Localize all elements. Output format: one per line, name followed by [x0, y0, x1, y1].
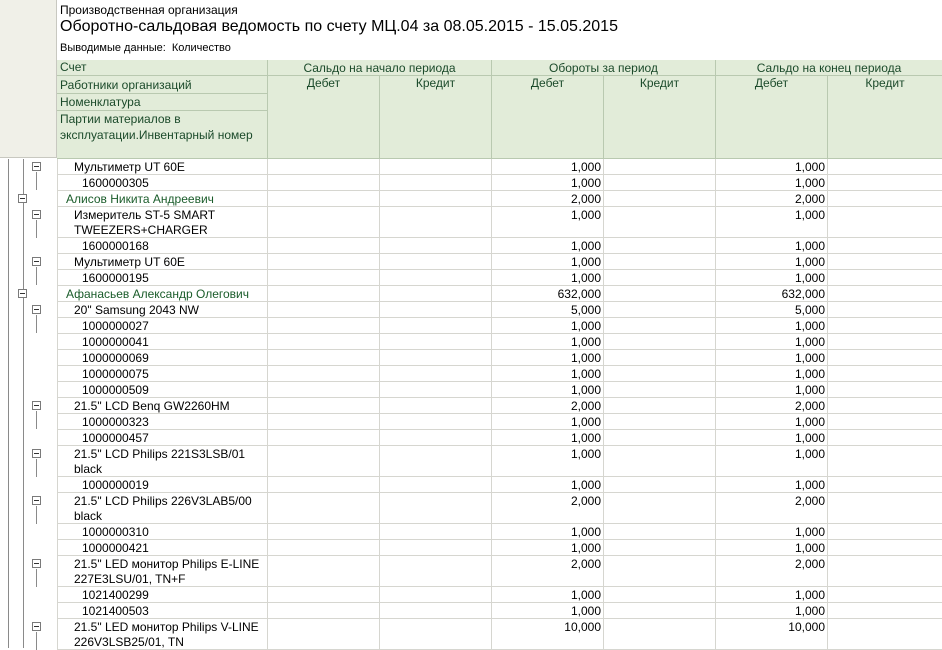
empty-cell	[827, 254, 942, 270]
empty-cell	[827, 238, 942, 254]
closing-debit-value: 1,000	[715, 430, 827, 446]
empty-cell	[379, 175, 491, 191]
collapse-toggle-icon[interactable]	[32, 622, 41, 631]
closing-debit-value: 1,000	[715, 159, 827, 175]
closing-debit-value: 1,000	[715, 603, 827, 619]
nomenclature-row[interactable]	[57, 159, 942, 175]
empty-cell	[603, 619, 715, 650]
row-name: Мультиметр UT 60E	[57, 159, 267, 175]
row-name: 21.5" LCD Benq GW2260HM	[57, 398, 267, 414]
empty-cell	[603, 366, 715, 382]
closing-debit-value: 1,000	[715, 366, 827, 382]
closing-debit-value: 1,000	[715, 207, 827, 238]
turnover-debit-value: 2,000	[491, 398, 603, 414]
empty-cell	[379, 238, 491, 254]
empty-cell	[827, 619, 942, 650]
row-name: 1000000323	[57, 414, 267, 430]
header-employees: Работники организаций	[57, 76, 267, 94]
empty-cell	[267, 366, 379, 382]
turnover-debit-value: 1,000	[491, 318, 603, 334]
closing-debit-value: 1,000	[715, 587, 827, 603]
turnover-debit-value: 1,000	[491, 446, 603, 477]
empty-cell	[267, 286, 379, 302]
row-name: 21.5" LCD Philips 226V3LAB5/00 black	[57, 493, 267, 524]
closing-debit-value: 1,000	[715, 334, 827, 350]
collapse-toggle-icon[interactable]	[32, 496, 41, 505]
closing-debit-value: 2,000	[715, 493, 827, 524]
closing-debit-value: 1,000	[715, 414, 827, 430]
inventory-row[interactable]	[57, 414, 942, 430]
empty-cell	[379, 366, 491, 382]
tree-line-child	[36, 411, 37, 429]
header-turnover-debit: Дебет	[491, 76, 603, 159]
empty-cell	[603, 286, 715, 302]
empty-cell	[827, 286, 942, 302]
empty-cell	[827, 159, 942, 175]
closing-debit-value: 1,000	[715, 524, 827, 540]
turnover-debit-value: 1,000	[491, 587, 603, 603]
empty-cell	[827, 270, 942, 286]
collapse-toggle-icon[interactable]	[18, 194, 27, 203]
nomenclature-row[interactable]	[57, 302, 942, 318]
header-batches: Партии материалов в эксплуатации.Инвентарный номер	[57, 111, 267, 159]
empty-cell	[379, 524, 491, 540]
row-name: 1600000195	[57, 270, 267, 286]
empty-cell	[267, 270, 379, 286]
empty-cell	[379, 207, 491, 238]
empty-cell	[267, 430, 379, 446]
nomenclature-row[interactable]	[57, 446, 942, 477]
empty-cell	[267, 334, 379, 350]
empty-cell	[379, 540, 491, 556]
row-name: Измеритель ST-5 SMART TWEEZERS+CHARGER	[57, 207, 267, 238]
empty-cell	[603, 603, 715, 619]
collapse-toggle-icon[interactable]	[32, 559, 41, 568]
row-name: Афанасьев Александр Олегович	[57, 286, 267, 302]
empty-cell	[827, 302, 942, 318]
empty-cell	[379, 556, 491, 587]
closing-debit-value: 1,000	[715, 477, 827, 493]
closing-debit-value: 1,000	[715, 254, 827, 270]
row-name: 1000000069	[57, 350, 267, 366]
empty-cell	[379, 254, 491, 270]
row-name: 1000000041	[57, 334, 267, 350]
employee-row[interactable]	[57, 286, 942, 302]
empty-cell	[827, 524, 942, 540]
header-closing-balance: Сальдо на конец периода	[715, 60, 942, 76]
row-name: 1000000421	[57, 540, 267, 556]
row-name: 1000000019	[57, 477, 267, 493]
empty-cell	[827, 175, 942, 191]
empty-cell	[603, 159, 715, 175]
empty-cell	[379, 191, 491, 207]
closing-debit-value: 2,000	[715, 398, 827, 414]
collapse-toggle-icon[interactable]	[32, 401, 41, 410]
inventory-row[interactable]	[57, 430, 942, 446]
organization-name: Производственная организация	[60, 3, 238, 17]
collapse-toggle-icon[interactable]	[32, 162, 41, 171]
row-name: 1000000027	[57, 318, 267, 334]
empty-cell	[827, 366, 942, 382]
output-data-line	[60, 42, 237, 54]
row-name: 20" Samsung 2043 NW	[57, 302, 267, 318]
empty-cell	[603, 430, 715, 446]
tree-line-child	[36, 632, 37, 650]
closing-debit-value: 1,000	[715, 350, 827, 366]
closing-debit-value: 1,000	[715, 318, 827, 334]
empty-cell	[267, 446, 379, 477]
empty-cell	[603, 524, 715, 540]
empty-cell	[267, 159, 379, 175]
gutter-header	[0, 0, 57, 158]
inventory-row[interactable]	[57, 382, 942, 398]
empty-cell	[603, 382, 715, 398]
tree-line-child	[36, 315, 37, 333]
empty-cell	[267, 238, 379, 254]
empty-cell	[827, 540, 942, 556]
empty-cell	[379, 619, 491, 650]
empty-cell	[379, 159, 491, 175]
turnover-debit-value: 632,000	[491, 286, 603, 302]
empty-cell	[603, 398, 715, 414]
turnover-debit-value: 10,000	[491, 619, 603, 650]
collapse-toggle-icon[interactable]	[32, 305, 41, 314]
empty-cell	[267, 493, 379, 524]
empty-cell	[603, 414, 715, 430]
empty-cell	[827, 350, 942, 366]
closing-debit-value: 1,000	[715, 270, 827, 286]
empty-cell	[267, 350, 379, 366]
inventory-row[interactable]	[57, 334, 942, 350]
turnover-debit-value: 1,000	[491, 477, 603, 493]
closing-debit-value: 5,000	[715, 302, 827, 318]
empty-cell	[267, 318, 379, 334]
empty-cell	[603, 238, 715, 254]
inventory-row[interactable]	[57, 366, 942, 382]
row-name: 1600000168	[57, 238, 267, 254]
closing-debit-value: 1,000	[715, 238, 827, 254]
collapse-toggle-icon[interactable]	[32, 210, 41, 219]
inventory-row[interactable]	[57, 350, 942, 366]
tree-line-child	[36, 506, 37, 524]
closing-debit-value: 1,000	[715, 446, 827, 477]
tree-line-child	[36, 569, 37, 587]
empty-cell	[603, 254, 715, 270]
empty-cell	[379, 270, 491, 286]
turnover-debit-value: 1,000	[491, 207, 603, 238]
empty-cell	[379, 398, 491, 414]
empty-cell	[379, 350, 491, 366]
empty-cell	[827, 207, 942, 238]
empty-cell	[379, 382, 491, 398]
nomenclature-row[interactable]	[57, 207, 942, 238]
empty-cell	[267, 540, 379, 556]
turnover-debit-value: 1,000	[491, 414, 603, 430]
tree-line-child	[36, 267, 37, 285]
empty-cell	[267, 191, 379, 207]
row-name: 1000000457	[57, 430, 267, 446]
inventory-row[interactable]	[57, 175, 942, 191]
empty-cell	[379, 603, 491, 619]
turnover-debit-value: 1,000	[491, 603, 603, 619]
empty-cell	[603, 270, 715, 286]
empty-cell	[827, 191, 942, 207]
header-turnover-credit: Кредит	[603, 76, 715, 159]
empty-cell	[379, 414, 491, 430]
empty-cell	[603, 350, 715, 366]
turnover-debit-value: 1,000	[491, 175, 603, 191]
header-nomenclature: Номенклатура	[57, 94, 267, 111]
empty-cell	[267, 382, 379, 398]
header-closing-debit: Дебет	[715, 76, 827, 159]
closing-debit-value: 632,000	[715, 286, 827, 302]
nomenclature-row[interactable]	[57, 493, 942, 524]
closing-debit-value: 2,000	[715, 191, 827, 207]
report-title: Оборотно-сальдовая ведомость по счету МЦ.04 за 08.05.2015 - 15.05.2015	[60, 18, 618, 35]
empty-cell	[267, 524, 379, 540]
row-name: 1000000310	[57, 524, 267, 540]
row-name: 1000000075	[57, 366, 267, 382]
turnover-debit-value: 1,000	[491, 366, 603, 382]
turnover-debit-value: 1,000	[491, 159, 603, 175]
empty-cell	[379, 587, 491, 603]
empty-cell	[267, 619, 379, 650]
empty-cell	[603, 477, 715, 493]
empty-cell	[603, 540, 715, 556]
empty-cell	[827, 334, 942, 350]
tree-line-child	[36, 172, 37, 190]
inventory-row[interactable]	[57, 603, 942, 619]
empty-cell	[603, 334, 715, 350]
closing-debit-value: 2,000	[715, 556, 827, 587]
closing-debit-value: 1,000	[715, 382, 827, 398]
turnover-debit-value: 1,000	[491, 382, 603, 398]
empty-cell	[827, 556, 942, 587]
inventory-row[interactable]	[57, 318, 942, 334]
empty-cell	[603, 191, 715, 207]
turnover-debit-value: 1,000	[491, 430, 603, 446]
turnover-debit-value: 2,000	[491, 191, 603, 207]
nomenclature-row[interactable]	[57, 619, 942, 650]
turnover-debit-value: 1,000	[491, 238, 603, 254]
inventory-row[interactable]	[57, 540, 942, 556]
turnover-debit-value: 1,000	[491, 524, 603, 540]
empty-cell	[827, 493, 942, 524]
row-name: Алисов Никита Андреевич	[57, 191, 267, 207]
empty-cell	[379, 334, 491, 350]
header-account: Счет	[57, 60, 267, 76]
employee-row[interactable]	[57, 191, 942, 207]
turnover-debit-value: 1,000	[491, 270, 603, 286]
empty-cell	[379, 446, 491, 477]
empty-cell	[603, 446, 715, 477]
header-turnover: Обороты за период	[491, 60, 715, 76]
row-name: 1021400503	[57, 603, 267, 619]
nomenclature-row[interactable]	[57, 398, 942, 414]
empty-cell	[827, 414, 942, 430]
empty-cell	[827, 398, 942, 414]
empty-cell	[267, 254, 379, 270]
inventory-row[interactable]	[57, 270, 942, 286]
collapse-toggle-icon[interactable]	[32, 449, 41, 458]
output-data-value: Количество	[171, 42, 231, 54]
empty-cell	[603, 175, 715, 191]
row-name: 1000000509	[57, 382, 267, 398]
empty-cell	[267, 175, 379, 191]
tree-line-employee	[23, 159, 24, 648]
empty-cell	[267, 398, 379, 414]
empty-cell	[267, 603, 379, 619]
empty-cell	[603, 207, 715, 238]
row-name: 1021400299	[57, 587, 267, 603]
tree-line-child	[36, 220, 37, 238]
empty-cell	[267, 414, 379, 430]
header-opening-debit: Дебет	[267, 76, 379, 159]
empty-cell	[827, 446, 942, 477]
inventory-row[interactable]	[57, 524, 942, 540]
empty-cell	[603, 493, 715, 524]
empty-cell	[267, 587, 379, 603]
inventory-row[interactable]	[57, 477, 942, 493]
inventory-row[interactable]	[57, 587, 942, 603]
empty-cell	[379, 430, 491, 446]
turnover-debit-value: 1,000	[491, 540, 603, 556]
empty-cell	[379, 318, 491, 334]
turnover-debit-value: 2,000	[491, 493, 603, 524]
empty-cell	[827, 603, 942, 619]
empty-cell	[827, 477, 942, 493]
output-data-label: Выводимые данные:	[60, 42, 166, 54]
closing-debit-value: 1,000	[715, 175, 827, 191]
turnover-debit-value: 5,000	[491, 302, 603, 318]
inventory-row[interactable]	[57, 238, 942, 254]
empty-cell	[267, 556, 379, 587]
empty-cell	[379, 477, 491, 493]
row-name: 21.5" LCD Philips 221S3LSB/01 black	[57, 446, 267, 477]
empty-cell	[827, 587, 942, 603]
row-name: 1600000305	[57, 175, 267, 191]
empty-cell	[603, 587, 715, 603]
report-header	[57, 0, 942, 60]
turnover-debit-value: 1,000	[491, 334, 603, 350]
turnover-debit-value: 2,000	[491, 556, 603, 587]
empty-cell	[603, 318, 715, 334]
empty-cell	[379, 302, 491, 318]
empty-cell	[603, 556, 715, 587]
nomenclature-row[interactable]	[57, 254, 942, 270]
collapse-toggle-icon[interactable]	[18, 289, 27, 298]
row-name: 21.5" LED монитор Philips V-LINE 226V3LSB25/01, TN	[57, 619, 267, 650]
closing-debit-value: 10,000	[715, 619, 827, 650]
header-opening-credit: Кредит	[379, 76, 491, 159]
header-opening-balance: Сальдо на начало периода	[267, 60, 491, 76]
closing-debit-value: 1,000	[715, 540, 827, 556]
empty-cell	[827, 382, 942, 398]
row-name: 21.5" LED монитор Philips E-LINE 227E3LSU/01, TN+F	[57, 556, 267, 587]
header-closing-credit: Кредит	[827, 76, 942, 159]
empty-cell	[379, 493, 491, 524]
empty-cell	[267, 207, 379, 238]
nomenclature-row[interactable]	[57, 556, 942, 587]
tree-line-outer	[8, 159, 9, 648]
empty-cell	[267, 302, 379, 318]
empty-cell	[603, 302, 715, 318]
row-name: Мультиметр UT 60E	[57, 254, 267, 270]
empty-cell	[379, 286, 491, 302]
turnover-debit-value: 1,000	[491, 254, 603, 270]
empty-cell	[827, 318, 942, 334]
empty-cell	[267, 477, 379, 493]
empty-cell	[827, 430, 942, 446]
turnover-debit-value: 1,000	[491, 350, 603, 366]
tree-line-child	[36, 459, 37, 477]
collapse-toggle-icon[interactable]	[32, 257, 41, 266]
